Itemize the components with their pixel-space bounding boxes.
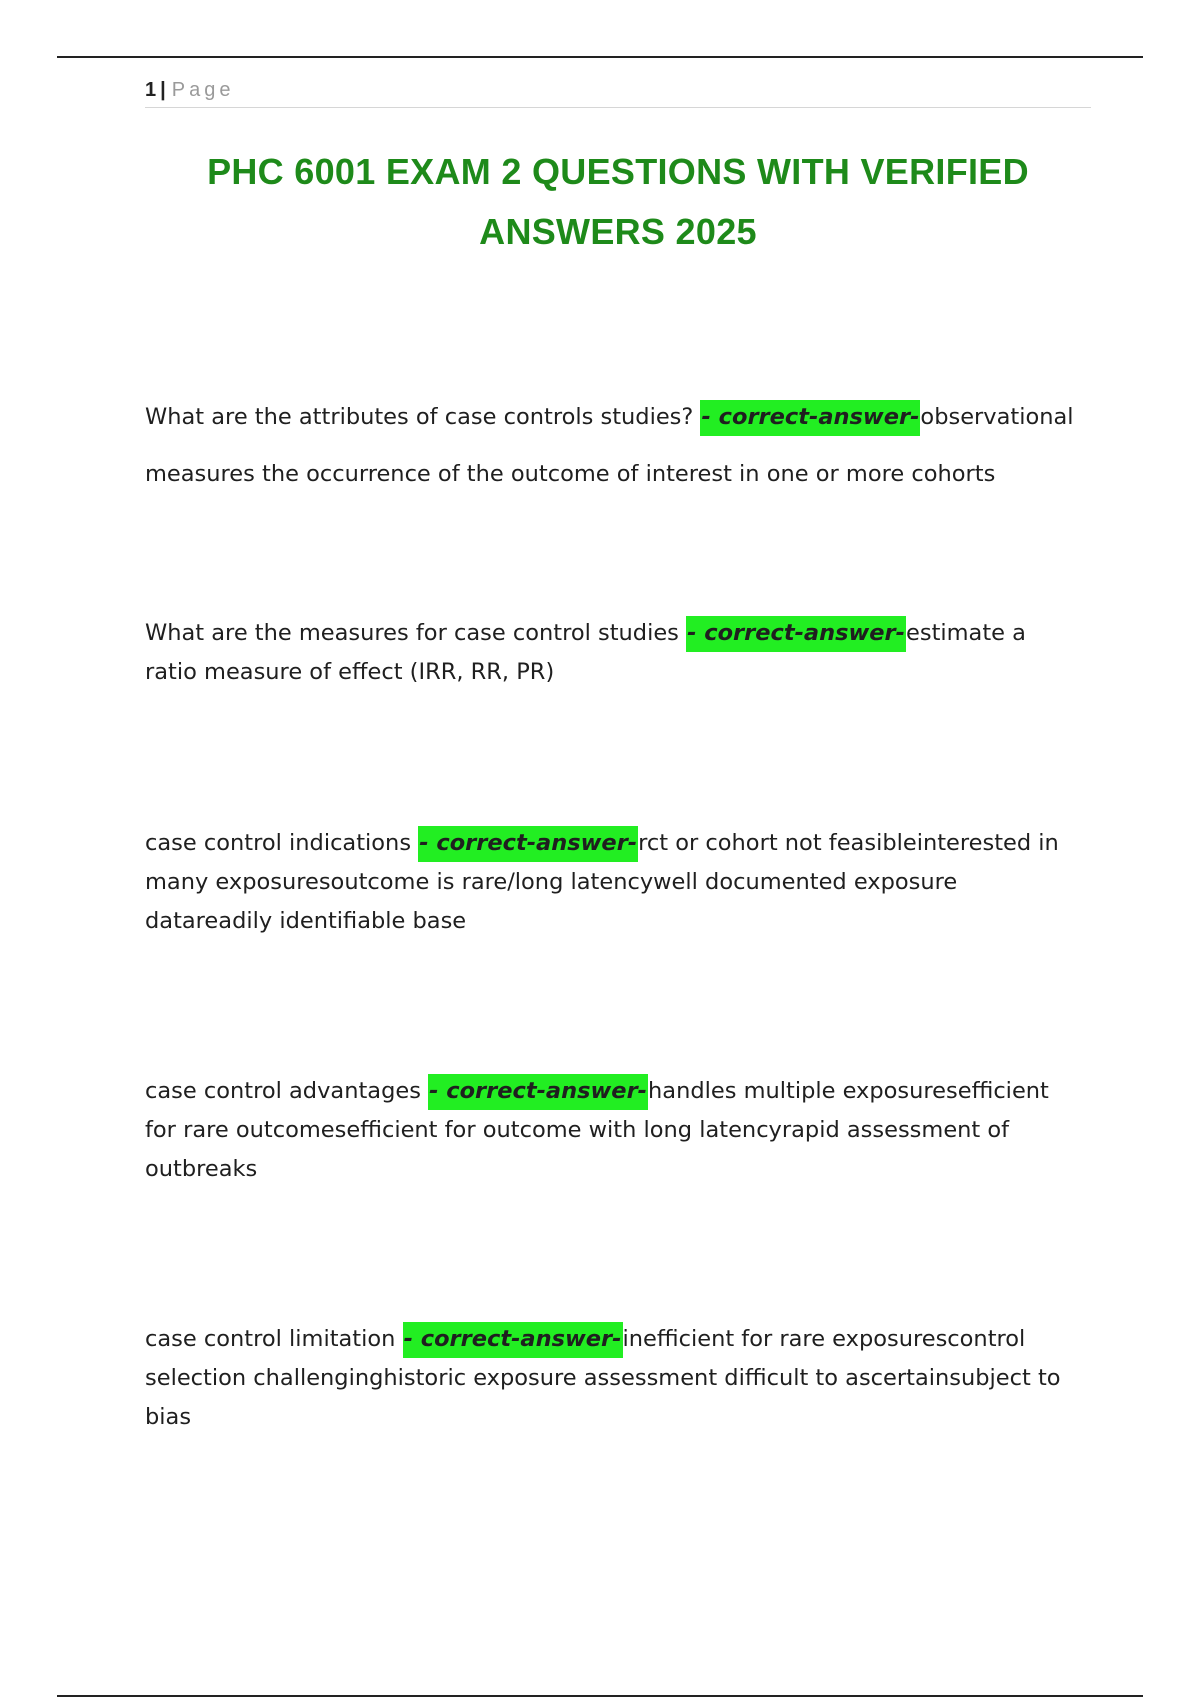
qa-item — [145, 1072, 1075, 1189]
correct-answer-marker: - correct-answer- — [403, 1322, 623, 1358]
correct-answer-marker: - correct-answer- — [686, 616, 906, 652]
page-separator: | — [160, 79, 166, 101]
question-text: What are the measures for case control studies — [145, 620, 687, 646]
answer-text: estimate a ratio measure of effect (IRR, RR, PR) — [145, 620, 1026, 685]
page-header — [145, 76, 1091, 108]
page-number: 1 — [145, 79, 157, 101]
question-text: What are the attributes of case controls studies? — [145, 404, 701, 430]
page-word: Page — [171, 79, 235, 101]
document-title: PHC 6001 EXAM 2 QUESTIONS WITH VERIFIED ANSWERS 2025 — [207, 151, 1029, 252]
answer-text: observational measures the occurrence of the outcome of interest in one or more cohorts — [145, 404, 1074, 487]
answer-text: handles multiple exposuresefficient for rare outcomesefficient for outcome with long latencyrapid assessment of outbreaks — [145, 1078, 1049, 1182]
bottom-rule — [57, 1695, 1143, 1697]
question-text: case control advantages — [145, 1078, 429, 1104]
answer-text: rct or cohort not feasibleinterested in many exposuresoutcome is rare/long latencywell documented exposure datareadily identifiable base — [145, 830, 1059, 934]
correct-answer-marker: - correct-answer- — [700, 400, 920, 436]
correct-answer-marker: - correct-answer- — [428, 1074, 648, 1110]
qa-item — [145, 389, 1075, 503]
qa-item — [145, 824, 1075, 941]
answer-text: inefficient for rare exposurescontrol selection challenginghistoric exposure assessment difficult to ascertainsubject to bias — [145, 1326, 1061, 1430]
top-rule — [57, 56, 1143, 58]
qa-item — [145, 614, 1075, 692]
correct-answer-marker: - correct-answer- — [418, 826, 638, 862]
question-text: case control indications — [145, 830, 419, 856]
question-text: case control limitation — [145, 1326, 403, 1352]
qa-item — [145, 1320, 1075, 1437]
